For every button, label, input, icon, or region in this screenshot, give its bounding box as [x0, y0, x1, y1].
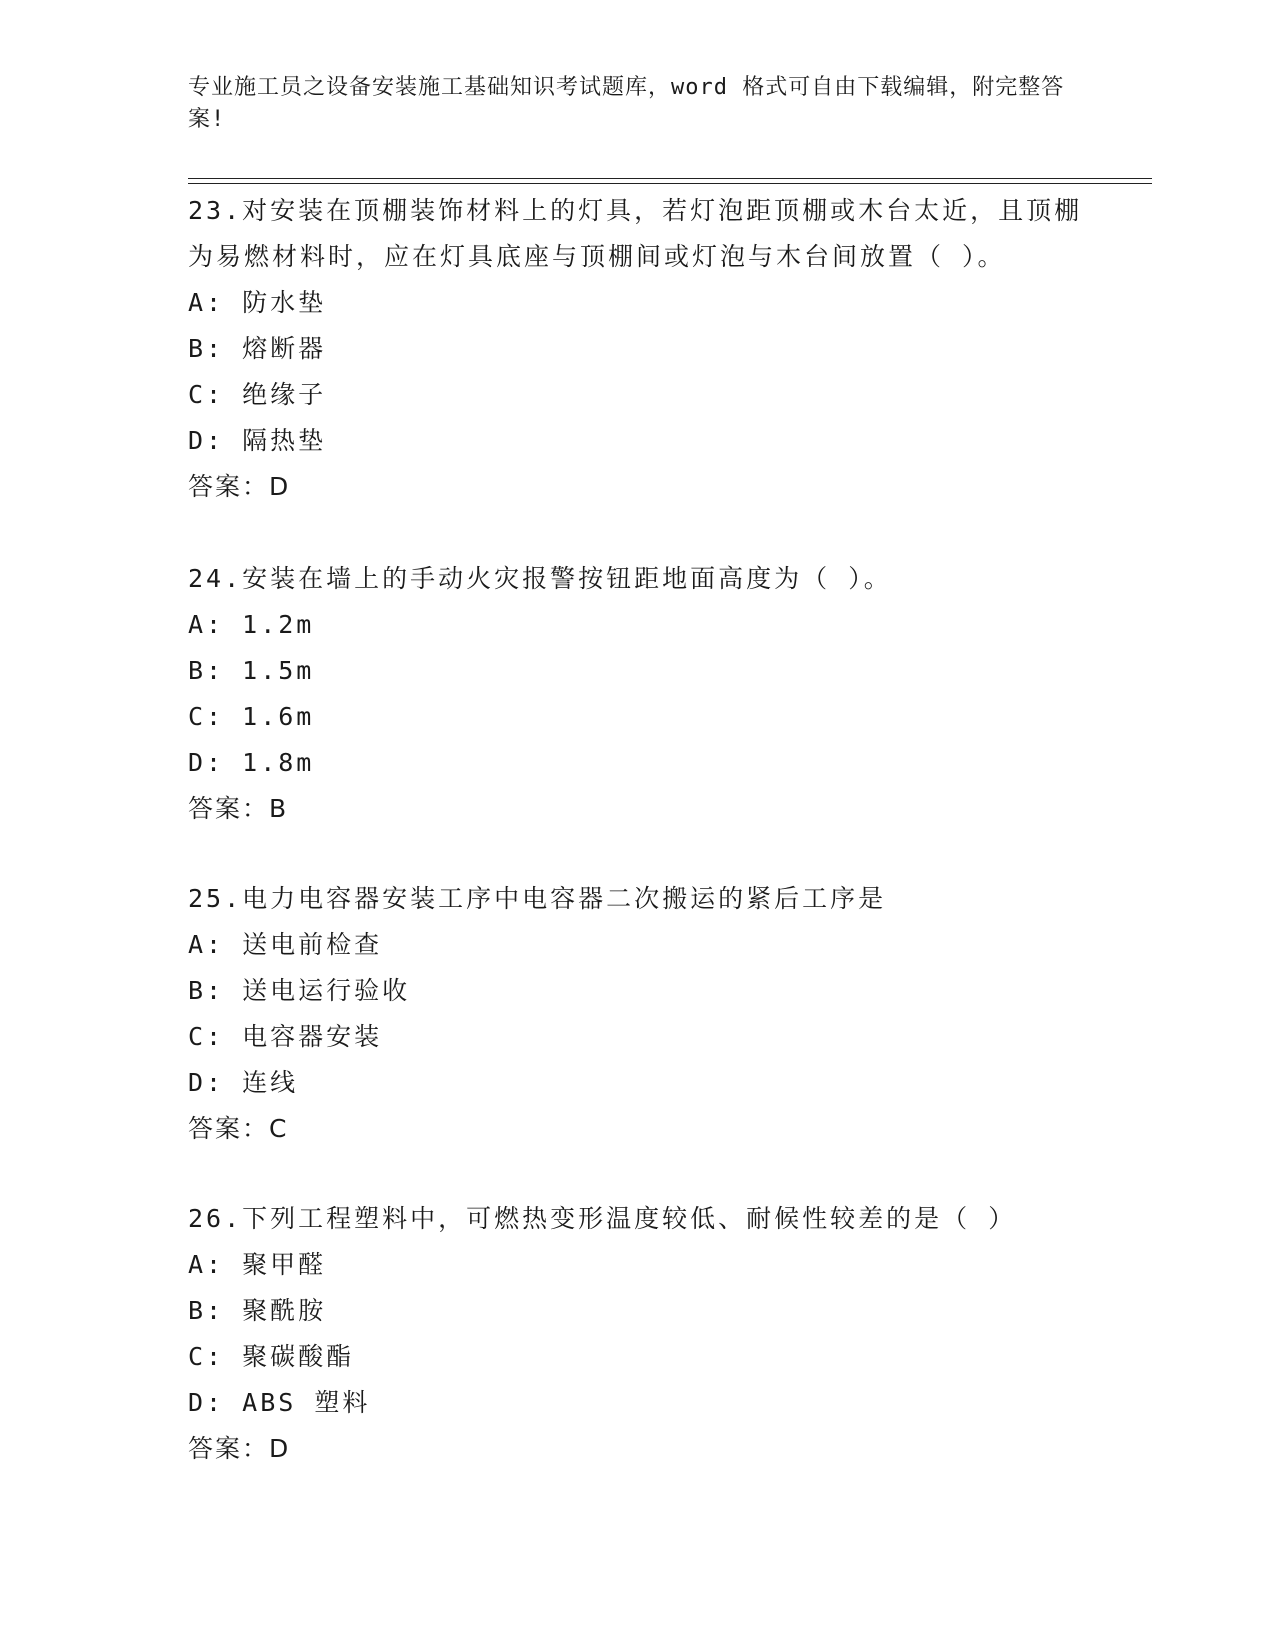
- header-divider-bottom: [188, 183, 1152, 184]
- question-24: [188, 556, 1088, 832]
- answer: 答案：C: [188, 1114, 289, 1143]
- option-b: B: 聚酰胺: [188, 1296, 327, 1325]
- option-b: B: 熔断器: [188, 334, 327, 363]
- option-b: B: 送电运行验收: [188, 976, 411, 1005]
- question-stem: 24.安装在墙上的手动火灾报警按钮距地面高度为（ ）。: [188, 564, 892, 593]
- option-d: D: 连线: [188, 1068, 299, 1097]
- option-b: B: 1.5m: [188, 656, 315, 685]
- option-a: A: 1.2m: [188, 610, 315, 639]
- option-d: D: 1.8m: [188, 748, 315, 777]
- document-header: 专业施工员之设备安装施工基础知识考试题库，word 格式可自由下载编辑，附完整答案!: [188, 75, 1065, 132]
- option-c: C: 电容器安装: [188, 1022, 383, 1051]
- option-d: D: 隔热垫: [188, 426, 327, 455]
- header-divider-top: [188, 178, 1152, 179]
- option-c: C: 聚碳酸酯: [188, 1342, 355, 1371]
- answer: 答案：D: [188, 472, 291, 501]
- answer: 答案：D: [188, 1434, 291, 1463]
- question-stem: 23.对安装在顶棚装饰材料上的灯具，若灯泡距顶棚或木台太近，且顶棚为易燃材料时，应在灯具底座与顶棚间或灯泡与木台间放置（ ）。: [188, 196, 1083, 271]
- question-stem: 26.下列工程塑料中，可燃热变形温度较低、耐候性较差的是（ ）: [188, 1204, 1017, 1233]
- option-a: A: 防水垫: [188, 288, 327, 317]
- option-c: C: 1.6m: [188, 702, 315, 731]
- question-26: [188, 1196, 1088, 1472]
- option-a: A: 送电前检查: [188, 930, 383, 959]
- question-25: [188, 876, 1088, 1152]
- answer: 答案：B: [188, 794, 289, 823]
- option-c: C: 绝缘子: [188, 380, 327, 409]
- question-stem: 25.电力电容器安装工序中电容器二次搬运的紧后工序是: [188, 884, 887, 913]
- option-d: D: ABS 塑料: [188, 1388, 371, 1417]
- option-a: A: 聚甲醛: [188, 1250, 327, 1279]
- question-23: [188, 188, 1088, 510]
